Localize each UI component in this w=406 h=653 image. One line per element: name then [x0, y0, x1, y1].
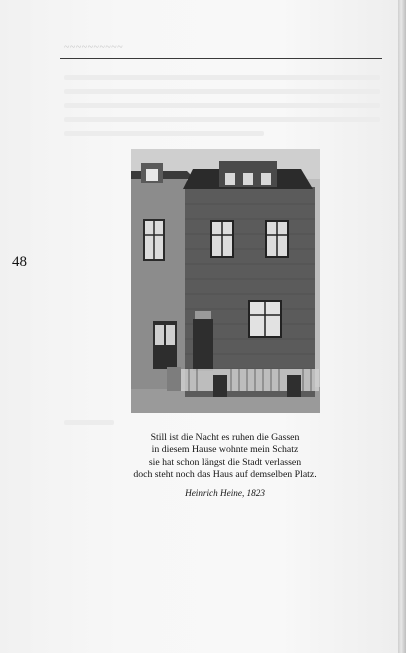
- verse-attribution: Heinrich Heine, 1823: [185, 487, 265, 498]
- show-through-line: [64, 75, 380, 80]
- header-rule: [60, 58, 382, 59]
- verse-line: Still ist die Nacht es ruhen die Gassen: [150, 432, 300, 443]
- show-through-line: [64, 103, 380, 108]
- photo-caption: [110, 432, 340, 498]
- show-through-line: [64, 89, 380, 94]
- show-through-line: [64, 117, 380, 122]
- show-through-line: [64, 420, 114, 425]
- bin: [213, 375, 227, 397]
- page-edge: [398, 0, 406, 653]
- verse-line: sie hat schon längst die Stadt verlassen: [148, 456, 302, 468]
- verse-line: doch steht noch das Haus auf demselben Platz.: [133, 469, 317, 481]
- show-through-line: [64, 131, 264, 136]
- page-number: 48: [12, 254, 27, 270]
- bin: [287, 375, 301, 397]
- show-through-header: ~~~~~~~~~~: [64, 42, 124, 53]
- house-photograph: [131, 149, 320, 413]
- door: [193, 319, 213, 371]
- verse-line: in diesem Hause wohnte mein Schatz: [151, 444, 299, 456]
